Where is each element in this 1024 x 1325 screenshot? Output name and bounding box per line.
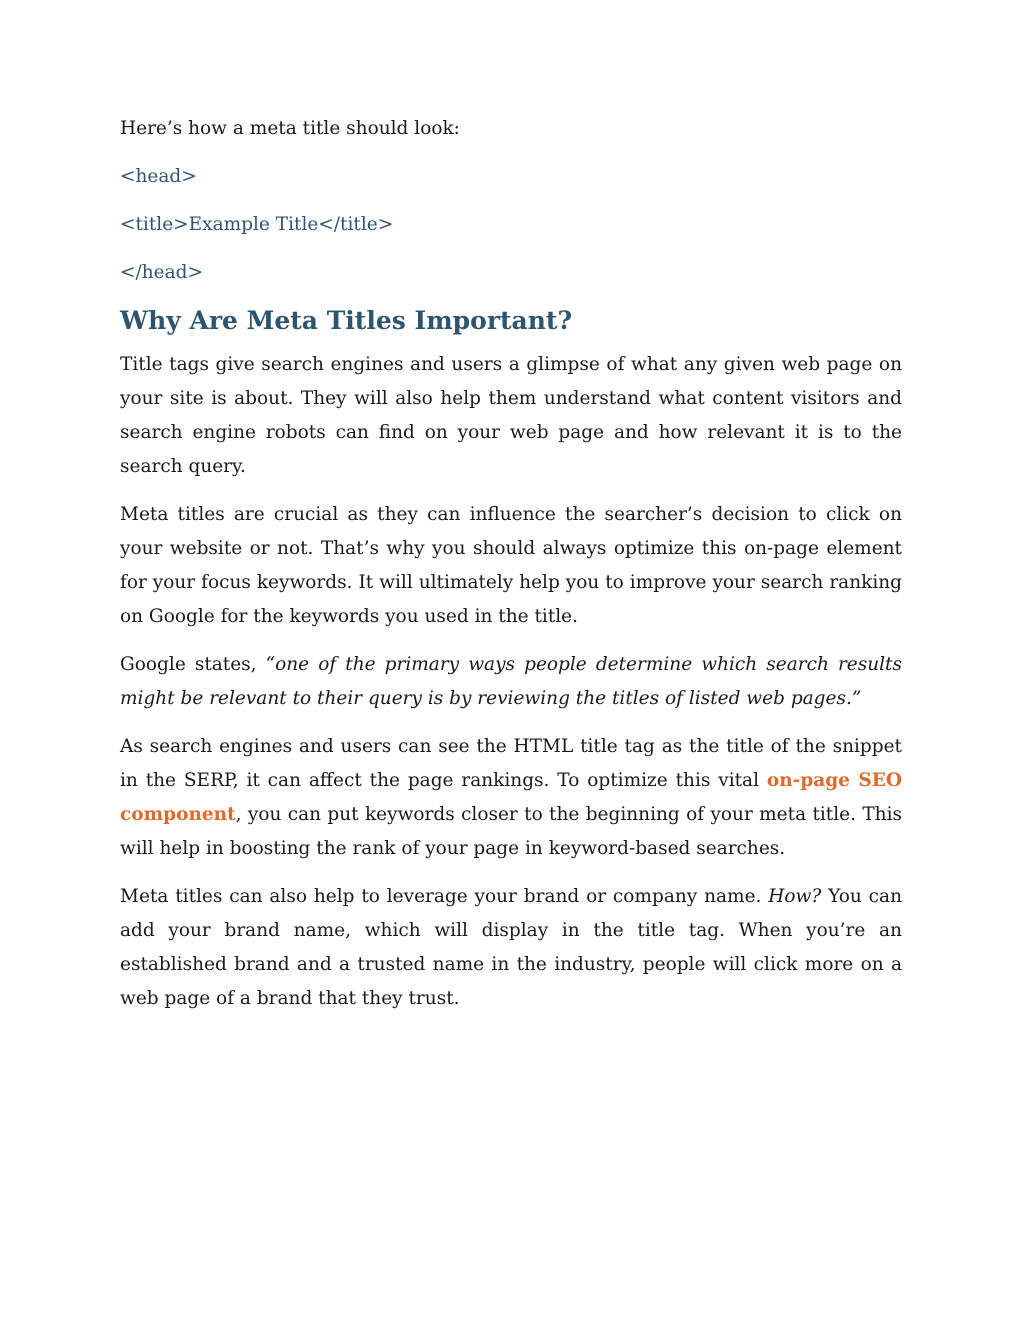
- document-page: [120, 112, 902, 1030]
- paragraph-brand: [120, 880, 902, 1016]
- google-quote: “one of the primary ways people determine which search results might be relevant to their query is by reviewing the titles of listed web pages.”: [120, 654, 902, 709]
- paragraph-serp: [120, 730, 902, 866]
- on-page-seo-link[interactable]: on-page SEO component: [120, 770, 902, 825]
- code-line-title: <title>Example Title</title>: [120, 214, 394, 235]
- paragraph-title-tags: Title tags give search engines and users a glimpse of what any given web page on your site is about. They will also help them understand what content visitors and search engine robots can find on your web page and how relevant it is to the search query.: [120, 354, 902, 477]
- intro-text: Here’s how a meta title should look:: [120, 118, 460, 139]
- section-heading: Why Are Meta Titles Important?: [120, 306, 573, 335]
- paragraph-google-states: [120, 648, 902, 716]
- serp-text-after: , you can put keywords closer to the beginning of your meta title. This will help in boosting the rank of your page in keyword-based searches.: [120, 804, 902, 859]
- brand-how: How?: [768, 886, 822, 907]
- brand-text-before: Meta titles can also help to leverage your brand or company name.: [120, 886, 769, 907]
- google-states-lead: Google states,: [120, 654, 266, 675]
- paragraph-crucial: Meta titles are crucial as they can influence the searcher’s decision to click on your website or not. That’s why you should always optimize this on-page element for your focus keywords. It will ultimately help you to improve your search ranking on Google for the keywords you used in the title.: [120, 504, 902, 627]
- brand-text-after: You can add your brand name, which will display in the title tag. When you’re an established brand and a trusted name in the industry, people will click more on a web page of a brand that they trust.: [120, 886, 902, 1009]
- serp-text-before: As search engines and users can see the HTML title tag as the title of the snippet in the SERP, it can affect the page rankings. To optimize this vital: [120, 736, 902, 791]
- code-line-head-close: </head>: [120, 262, 203, 283]
- code-line-head-open: <head>: [120, 166, 197, 187]
